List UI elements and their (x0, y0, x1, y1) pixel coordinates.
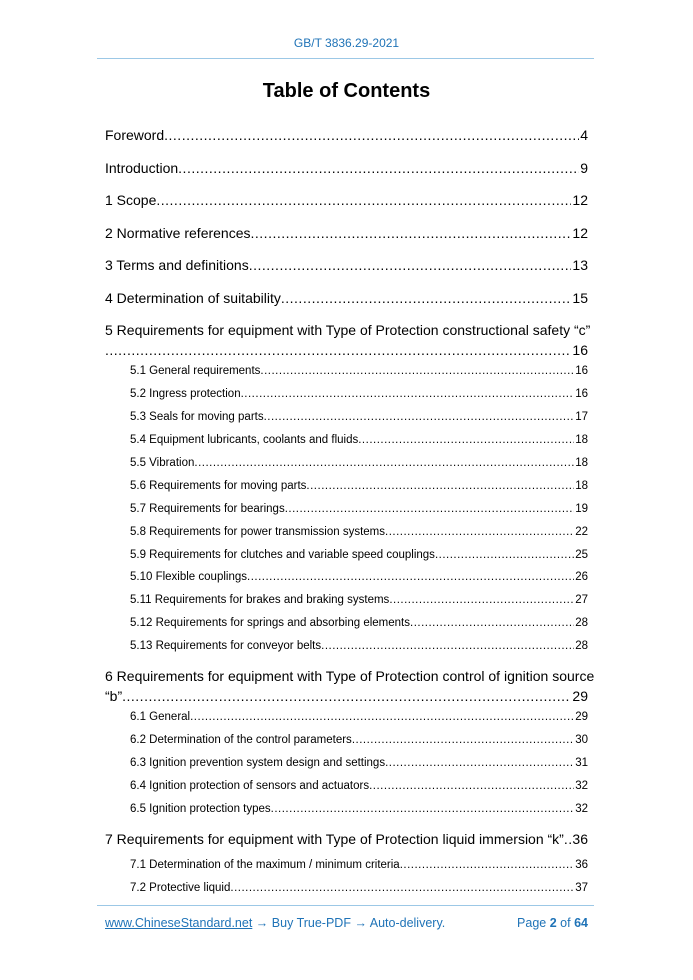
toc-subentry[interactable]: 5.7 Requirements for bearings ..... 19 (105, 497, 588, 520)
toc-subentry[interactable]: 5.13 Requirements for conveyor belts ..... 28 (105, 635, 588, 658)
document-header (0, 36, 693, 50)
toc-entry-section-6[interactable]: 6 Requirements for equipment with Type of Protection control of ignition source “b” ..... 29 (105, 666, 588, 706)
buy-pdf-link[interactable]: Buy True-PDF (271, 916, 351, 930)
toc-subentry[interactable]: 5.4 Equipment lubricants, coolants and fluids ..... 18 (105, 429, 588, 452)
toc-subentry[interactable]: 7.1 Determination of the maximum / minimum criteria ..... 36 (105, 854, 588, 877)
toc-subentry[interactable]: 6.5 Ignition protection types ..... 32 (105, 797, 588, 820)
footer-divider (97, 905, 594, 906)
arrow-icon: → (354, 916, 367, 930)
toc-subentry[interactable]: 5.8 Requirements for power transmission systems ..... 22 (105, 520, 588, 543)
total-pages: 64 (574, 916, 588, 930)
toc-subentry[interactable]: 5.3 Seals for moving parts ..... 17 (105, 406, 588, 429)
toc-subentry[interactable]: 5.9 Requirements for clutches and variable speed couplings ..... 25 (105, 543, 588, 566)
toc-entry-section-5[interactable]: 5 Requirements for equipment with Type of Protection constructional safety “c” ..... 16 (105, 320, 588, 360)
arrow-icon: → (255, 916, 269, 930)
toc-subentry[interactable]: 5.5 Vibration ..... 18 (105, 452, 588, 475)
toc-entry-introduction[interactable]: Introduction ..... 9 (105, 152, 588, 185)
toc-subentry[interactable]: 7.2 Protective liquid ..... 37 (105, 877, 588, 900)
page-indicator: Page 2 of 64 (517, 916, 588, 930)
current-page: 2 (549, 916, 557, 930)
toc-subentry[interactable]: 5.10 Flexible couplings ..... 26 (105, 566, 588, 589)
toc-entry-section-4[interactable]: 4 Determination of suitability ..... 15 (105, 282, 588, 315)
toc-subentry[interactable]: 5.2 Ingress protection ..... 16 (105, 383, 588, 406)
table-of-contents (105, 119, 595, 900)
toc-entry-foreword[interactable]: Foreword ..... 4 (105, 119, 588, 152)
toc-entry-section-7[interactable]: 7 Requirements for equipment with Type of Protection liquid immersion “k” ..... 36 (105, 824, 588, 854)
toc-subentry[interactable]: 5.6 Requirements for moving parts ..... 18 (105, 474, 588, 497)
toc-subentry[interactable]: 6.2 Determination of the control parameters ..... 30 (105, 728, 588, 751)
toc-entry-section-1[interactable]: 1 Scope ..... 12 (105, 184, 588, 217)
standard-id: GB/T 3836.29-2021 (293, 36, 400, 50)
toc-entry-section-2[interactable]: 2 Normative references ..... 12 (105, 217, 588, 250)
toc-entry-section-3[interactable]: 3 Terms and definitions ..... 13 (105, 249, 588, 282)
toc-subentry[interactable]: 6.4 Ignition protection of sensors and actuators ..... 32 (105, 774, 588, 797)
toc-subentry[interactable]: 5.12 Requirements for springs and absorbing elements ..... 28 (105, 612, 588, 635)
document-footer (105, 916, 588, 930)
toc-subentry[interactable]: 6.3 Ignition prevention system design and settings ..... 31 (105, 751, 588, 774)
section-7-subentries (105, 854, 588, 900)
header-divider (97, 58, 594, 59)
toc-subentry[interactable]: 6.1 General ..... 29 (105, 706, 588, 729)
website-link[interactable]: www.ChineseStandard.net (105, 916, 253, 930)
toc-subentry[interactable]: 5.11 Requirements for brakes and braking systems ..... 27 (105, 589, 588, 612)
toc-subentry[interactable]: 5.1 General requirements ..... 16 (105, 360, 588, 383)
section-5-subentries (105, 360, 588, 658)
section-6-subentries (105, 706, 588, 820)
page-title: Table of Contents (262, 80, 431, 102)
delivery-text: Auto-delivery. (369, 916, 446, 930)
